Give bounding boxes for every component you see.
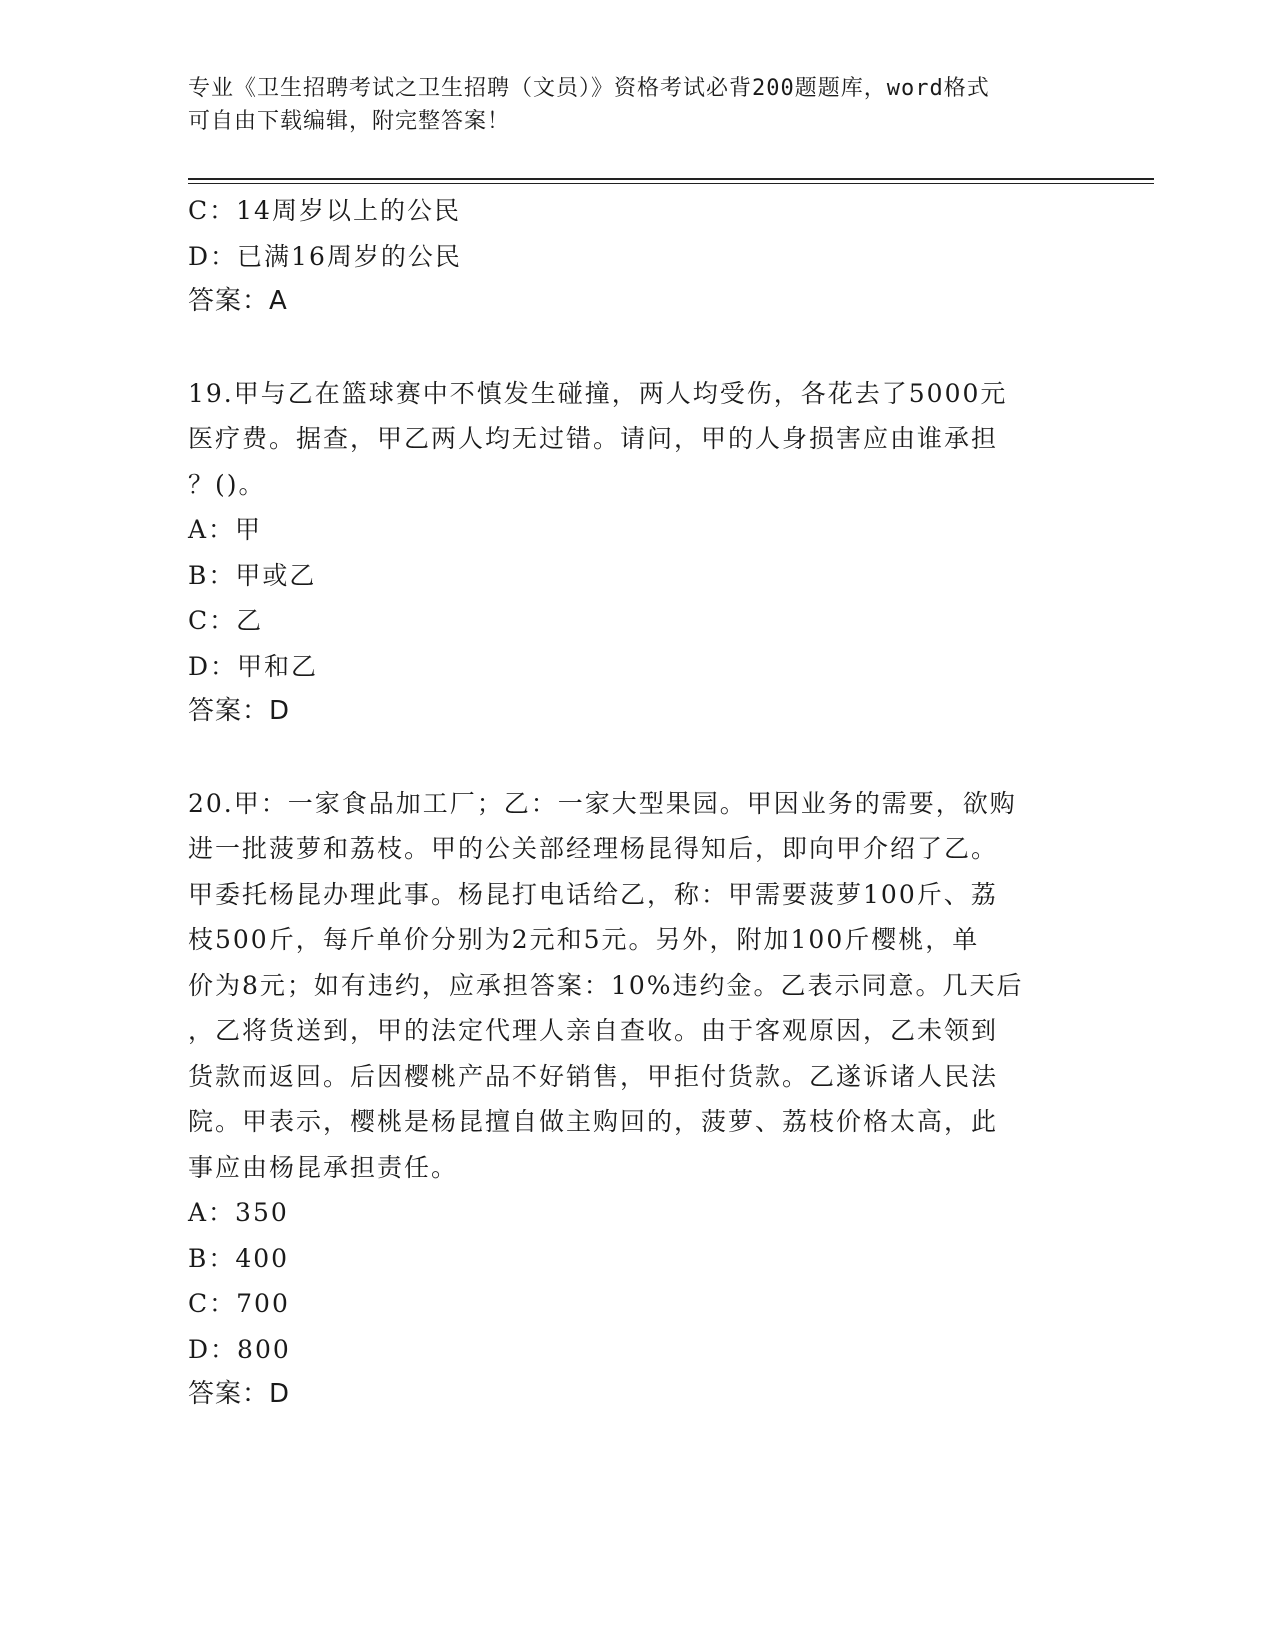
prev-question-block (188, 188, 1088, 325)
option-d: D：甲和乙 (188, 651, 319, 681)
option-b: B：400 (188, 1243, 290, 1273)
option-c: C：700 (188, 1289, 290, 1318)
question-line: ？()。 (188, 469, 266, 499)
header-rule-thin (188, 183, 1154, 184)
page-header (188, 72, 1088, 138)
question-20-block (188, 781, 1088, 1418)
question-line: 货款而返回。后因樱桃产品不好销售，甲拒付货款。乙遂诉诸人民法 (188, 1061, 999, 1091)
option-a: A：甲 (188, 515, 263, 544)
question-line: 枝500斤，每斤单价分别为2元和5元。另外，附加100斤樱桃，单 (188, 925, 980, 954)
question-19-text (188, 371, 1088, 508)
answer-line: 答案：A (188, 286, 288, 316)
header-rule-thick (188, 178, 1154, 180)
question-19-block (188, 371, 1088, 735)
question-line: 事应由杨昆承担责任。 (188, 1152, 459, 1182)
question-line: 医疗费。据查，甲乙两人均无过错。请问，甲的人身损害应由谁承担 (188, 424, 999, 453)
question-20-text (188, 781, 1088, 1191)
header-line-1: 专业《卫生招聘考试之卫生招聘（文员）》资格考试必背200题题库，word格式 (188, 76, 990, 101)
answer-line: 答案：D (188, 696, 291, 726)
question-line: 20.甲：一家食品加工厂；乙：一家大型果园。甲因业务的需要，欲购 (188, 788, 1017, 818)
question-line: 甲委托杨昆办理此事。杨昆打电话给乙，称：甲需要菠萝100斤、荔 (188, 879, 998, 909)
option-a: A：350 (188, 1198, 289, 1227)
option-d: D：已满16周岁的公民 (188, 241, 462, 271)
option-b: B：甲或乙 (188, 560, 317, 590)
spacer (188, 735, 1088, 781)
question-line: 进一批菠萝和荔枝。甲的公关部经理杨昆得知后，即向甲介绍了乙。 (188, 834, 999, 863)
option-c: C：14周岁以上的公民 (188, 196, 461, 225)
question-line: 19.甲与乙在篮球赛中不慎发生碰撞，两人均受伤，各花去了5000元 (188, 378, 1008, 408)
answer-line: 答案：D (188, 1379, 291, 1409)
spacer (188, 325, 1088, 371)
header-line-2: 可自由下载编辑，附完整答案！ (188, 109, 511, 134)
option-c: C：乙 (188, 606, 264, 635)
option-d: D：800 (188, 1334, 291, 1364)
question-content (188, 188, 1088, 1418)
question-line: 院。甲表示，樱桃是杨昆擅自做主购回的，菠萝、荔枝价格太高，此 (188, 1107, 999, 1136)
question-line: ，乙将货送到，甲的法定代理人亲自查收。由于客观原因，乙未领到 (188, 1016, 999, 1045)
question-line: 价为8元；如有违约，应承担答案：10%违约金。乙表示同意。几天后 (188, 970, 1024, 1000)
